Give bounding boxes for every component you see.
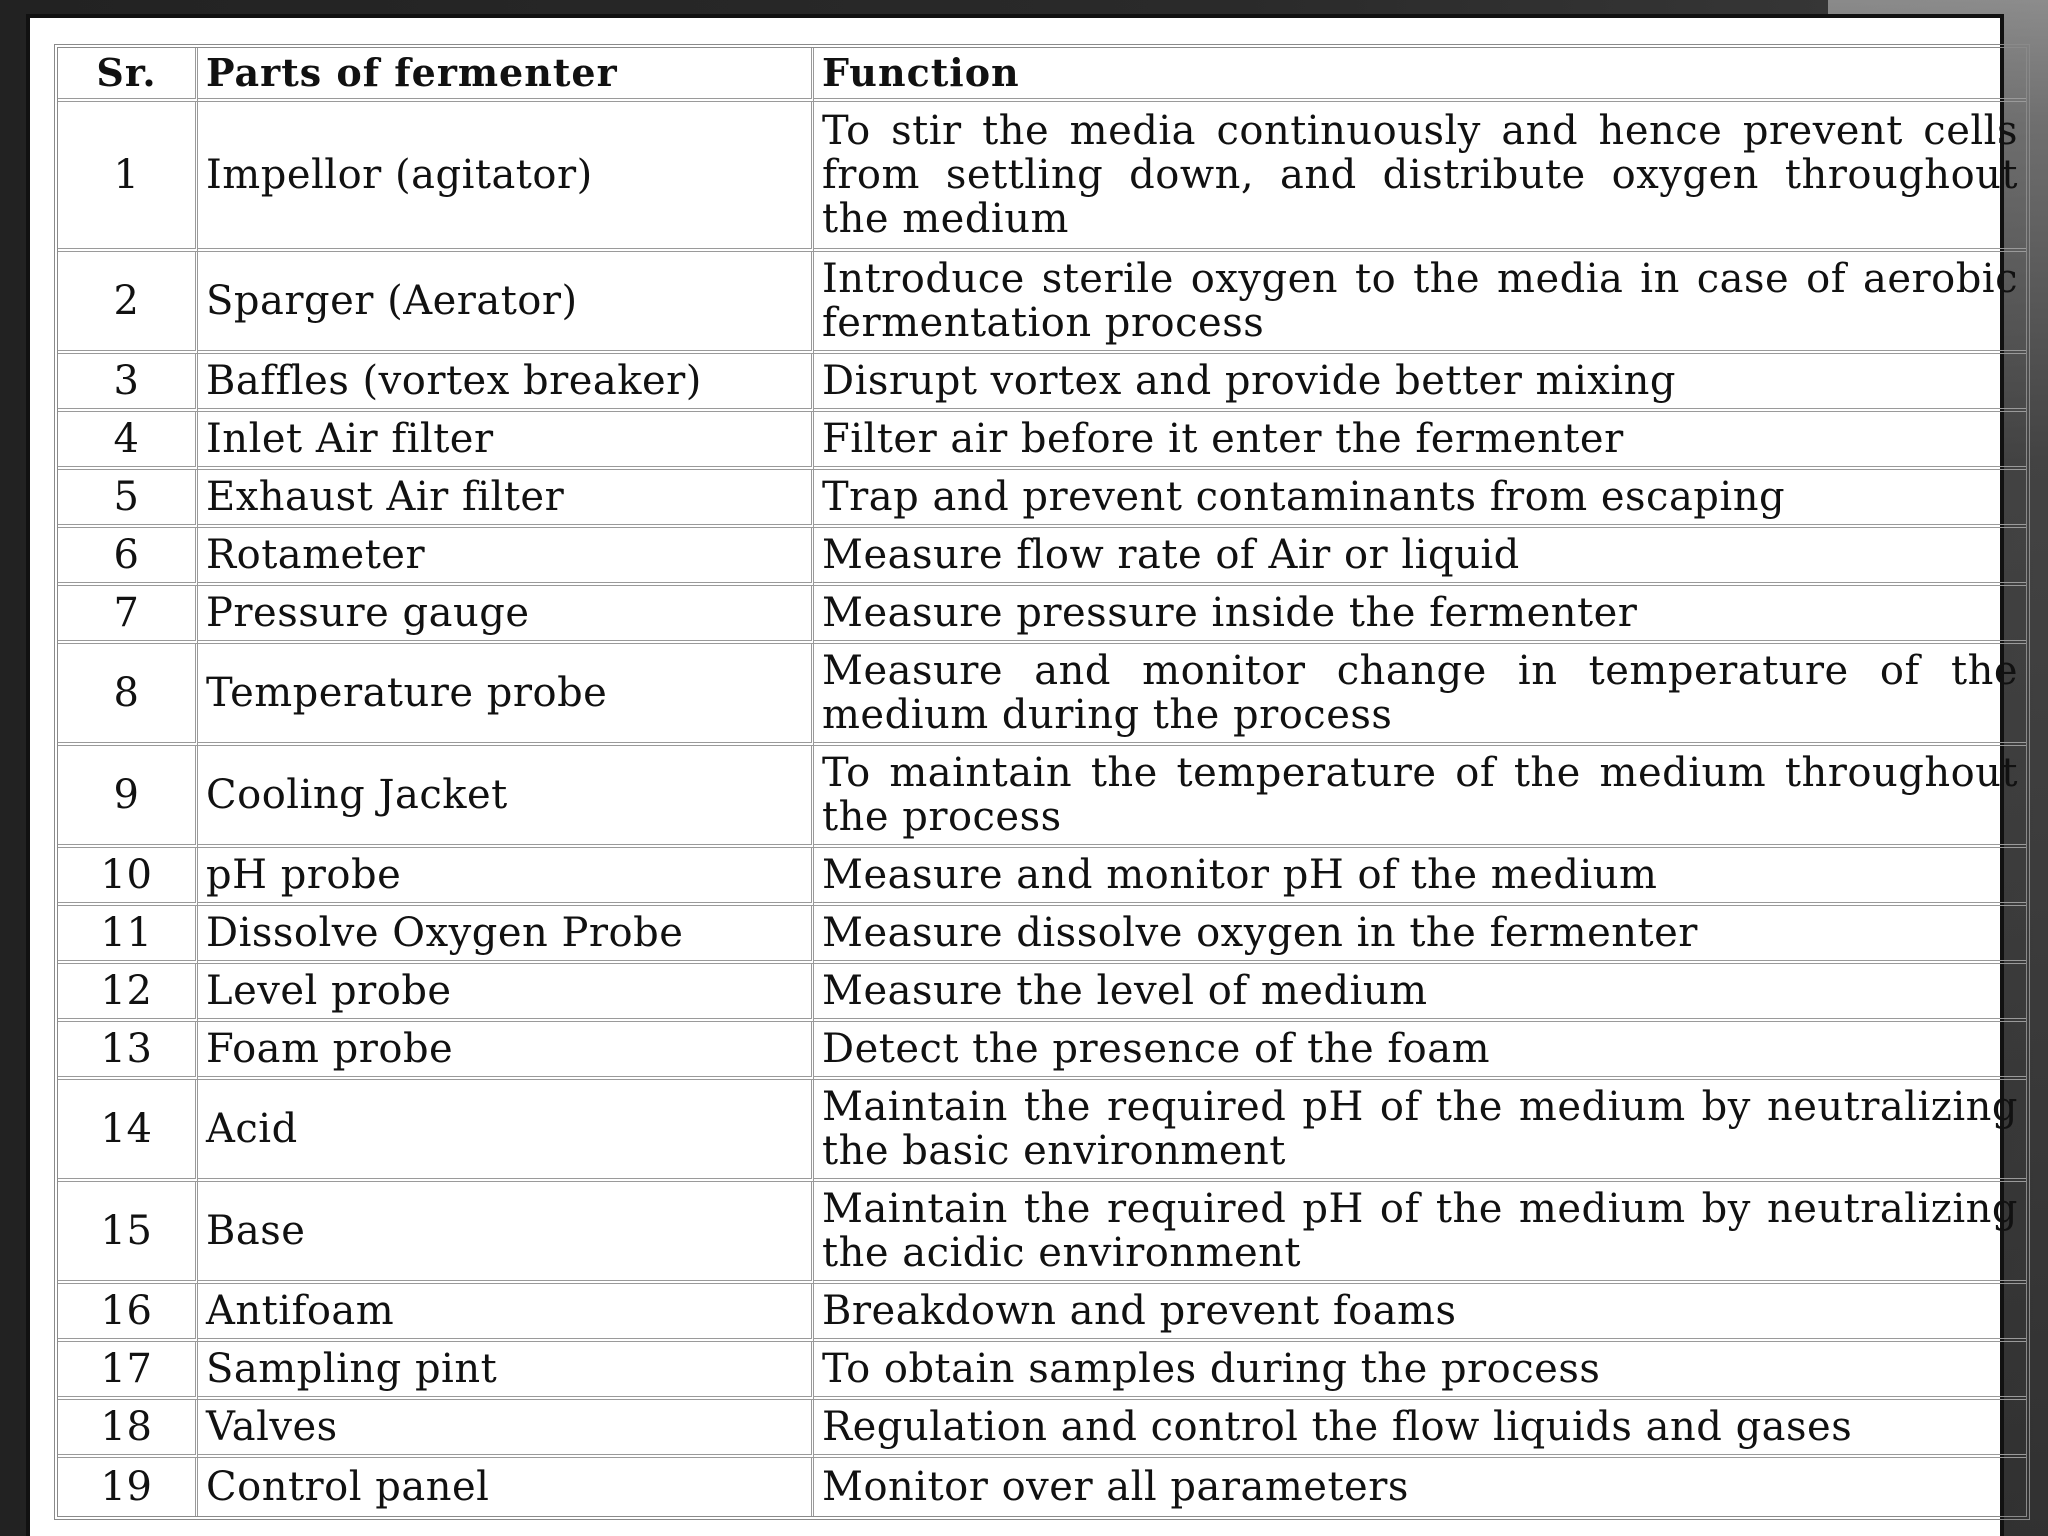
table-row bbox=[58, 1182, 2026, 1284]
table-row bbox=[58, 354, 2026, 412]
table-row bbox=[58, 412, 2026, 470]
table-row bbox=[58, 848, 2026, 906]
document-sheet bbox=[26, 14, 2018, 1536]
table-row bbox=[58, 586, 2026, 644]
row-sr: 10 bbox=[58, 848, 198, 906]
table-row bbox=[58, 252, 2026, 354]
row-sr: 5 bbox=[58, 470, 198, 528]
row-part: Sampling pint bbox=[198, 1342, 814, 1400]
table-row bbox=[58, 1284, 2026, 1342]
row-sr: 7 bbox=[58, 586, 198, 644]
row-function: Filter air before it enter the fermenter bbox=[814, 412, 2026, 470]
row-sr: 15 bbox=[58, 1182, 198, 1284]
header-sr: Sr. bbox=[58, 48, 198, 102]
row-function: To stir the media continuously and hence prevent cells from settling down, and distribute oxygen throughout the medium bbox=[814, 102, 2026, 252]
table-row bbox=[58, 746, 2026, 848]
table-row bbox=[58, 1458, 2026, 1516]
row-function: Monitor over all parameters bbox=[822, 1464, 1409, 1510]
row-function: Disrupt vortex and provide better mixing bbox=[814, 354, 2026, 412]
row-sr: 18 bbox=[58, 1400, 198, 1458]
row-function: Measure pressure inside the fermenter bbox=[814, 586, 2026, 644]
row-function: Measure the level of medium bbox=[814, 964, 2026, 1022]
row-part: Cooling Jacket bbox=[198, 746, 814, 848]
table-row bbox=[58, 1080, 2026, 1182]
row-part: Antifoam bbox=[198, 1284, 814, 1342]
row-function: Measure and monitor pH of the medium bbox=[814, 848, 2026, 906]
row-part: Baffles (vortex breaker) bbox=[198, 354, 814, 412]
row-part: Acid bbox=[198, 1080, 814, 1182]
table-row bbox=[58, 102, 2026, 252]
row-part: Pressure gauge bbox=[198, 586, 814, 644]
row-part: Exhaust Air filter bbox=[198, 470, 814, 528]
row-function: Maintain the required pH of the medium by neutralizing the basic environment bbox=[814, 1080, 2026, 1182]
row-function: Maintain the required pH of the medium by neutralizing the acidic environment bbox=[814, 1182, 2026, 1284]
table-header-row bbox=[58, 48, 2026, 102]
row-part: Level probe bbox=[198, 964, 814, 1022]
table-row bbox=[58, 470, 2026, 528]
row-function: Measure flow rate of Air or liquid bbox=[814, 528, 2026, 586]
header-part: Parts of fermenter bbox=[198, 48, 814, 102]
row-part: Foam probe bbox=[198, 1022, 814, 1080]
row-sr: 16 bbox=[58, 1284, 198, 1342]
row-sr: 12 bbox=[58, 964, 198, 1022]
row-part: Inlet Air filter bbox=[198, 412, 814, 470]
row-part: Valves bbox=[198, 1400, 814, 1458]
row-part: Impellor (agitator) bbox=[198, 102, 814, 252]
row-function: To obtain samples during the process bbox=[814, 1342, 2026, 1400]
row-function: Measure and monitor change in temperature of the medium during the process bbox=[814, 644, 2026, 746]
row-part: Rotameter bbox=[198, 528, 814, 586]
row-sr: 4 bbox=[58, 412, 198, 470]
row-function: Measure dissolve oxygen in the fermenter bbox=[814, 906, 2026, 964]
row-sr: 19 bbox=[58, 1458, 198, 1516]
row-sr: 2 bbox=[58, 252, 198, 354]
table-row bbox=[58, 1400, 2026, 1458]
table-row bbox=[58, 528, 2026, 586]
row-sr: 9 bbox=[58, 746, 198, 848]
row-part: pH probe bbox=[198, 848, 814, 906]
row-function: Breakdown and prevent foams bbox=[814, 1284, 2026, 1342]
row-part: Temperature probe bbox=[198, 644, 814, 746]
row-part: Dissolve Oxygen Probe bbox=[198, 906, 814, 964]
table-row bbox=[58, 906, 2026, 964]
row-function: Trap and prevent contaminants from escaping bbox=[814, 470, 2026, 528]
table-row bbox=[58, 644, 2026, 746]
row-sr: 1 bbox=[58, 102, 198, 252]
row-part: Control panel bbox=[198, 1458, 814, 1516]
row-part: Sparger (Aerator) bbox=[198, 252, 814, 354]
table-row bbox=[58, 964, 2026, 1022]
row-sr: 13 bbox=[58, 1022, 198, 1080]
row-function: Regulation and control the flow liquids and gases bbox=[814, 1400, 2026, 1458]
row-sr: 11 bbox=[58, 906, 198, 964]
row-function: To maintain the temperature of the medium throughout the process bbox=[814, 746, 2026, 848]
row-function: Detect the presence of the foam bbox=[814, 1022, 2026, 1080]
row-part: Base bbox=[198, 1182, 814, 1284]
row-sr: 3 bbox=[58, 354, 198, 412]
fermenter-parts-table bbox=[54, 44, 2030, 1520]
header-function: Function bbox=[814, 48, 2026, 102]
table-row bbox=[58, 1342, 2026, 1400]
table-row bbox=[58, 1022, 2026, 1080]
row-function: Introduce sterile oxygen to the media in case of aerobic fermentation process bbox=[814, 252, 2026, 354]
row-sr: 8 bbox=[58, 644, 198, 746]
row-sr: 6 bbox=[58, 528, 198, 586]
row-sr: 17 bbox=[58, 1342, 198, 1400]
row-sr: 14 bbox=[58, 1080, 198, 1182]
